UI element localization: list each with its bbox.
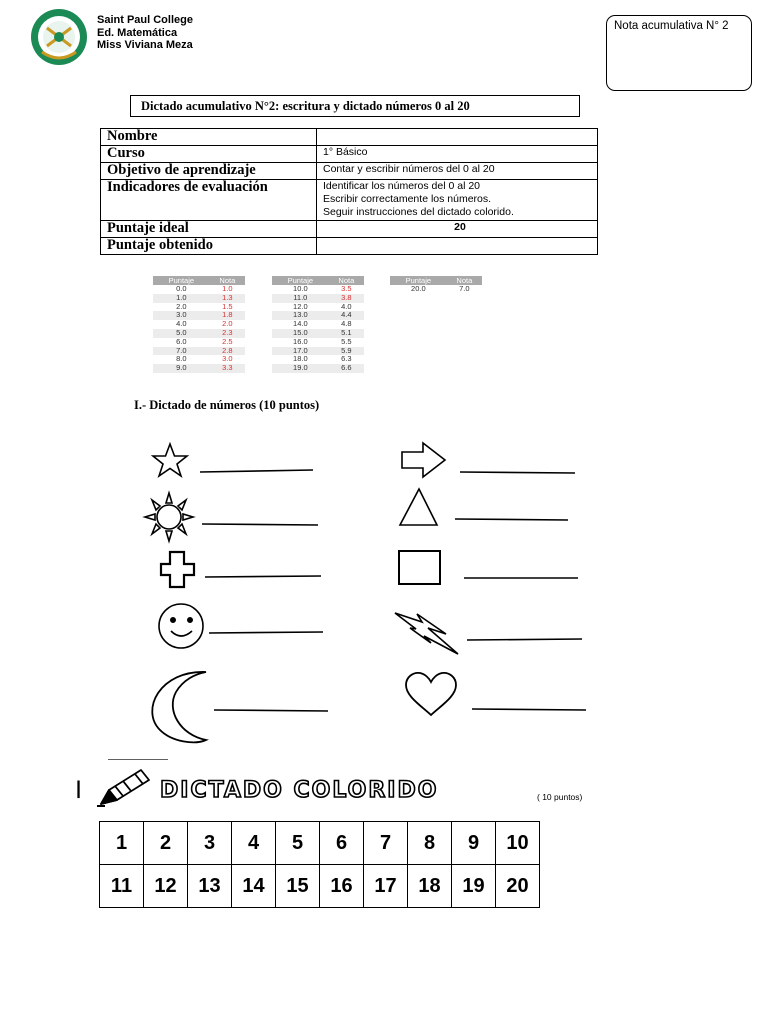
school-logo [30,8,88,66]
number-row-2 [100,865,540,908]
scale-header-puntaje: Puntaje [390,276,447,285]
scale-puntaje: 14.0 [293,319,308,329]
scale-puntaje: 15.0 [272,329,329,338]
number-cell[interactable]: 4 [232,822,276,865]
scale-nota: 3.3 [210,364,245,373]
answer-line-heart [472,709,586,710]
scale-puntaje: 17.0 [272,347,329,356]
square-icon [399,551,440,584]
number-cell[interactable]: 13 [188,865,232,908]
scale-nota: 2.5 [222,336,233,346]
number-cell[interactable]: 6 [320,822,364,865]
number-cell[interactable]: 5 [276,822,320,865]
heart-icon [406,673,456,715]
grade-scale-table-1 [153,276,245,373]
school-name: Saint Paul College [97,14,193,26]
arrow-icon [402,443,445,477]
answer-line-star [200,470,313,472]
scale-nota: 2.3 [210,329,245,338]
number-cell[interactable]: 11 [100,865,144,908]
scale-nota: 3.5 [341,284,352,293]
star-icon [153,444,187,476]
scale-nota: 1.5 [222,301,233,311]
number-cell[interactable]: 20 [496,865,540,908]
scale-puntaje: 16.0 [293,336,308,346]
answer-line-moon [214,710,328,711]
scale-puntaje: 3.0 [153,311,210,320]
grade-scale-table-2 [272,276,364,373]
triangle-icon [400,489,437,525]
scale-nota: 7.0 [459,284,470,293]
scale-puntaje: 20.0 [411,284,426,293]
number-cell[interactable]: 3 [188,822,232,865]
grade-box-label: Nota acumulativa N° 2 [614,20,729,32]
scale-nota: 4.0 [341,301,352,311]
label-nombre: Nombre [101,129,317,146]
scale-nota: 2.8 [210,347,245,356]
scale-nota: 4.8 [341,319,352,329]
number-cell[interactable]: 12 [144,865,188,908]
number-cell[interactable]: 16 [320,865,364,908]
answer-line-smiley [209,632,323,633]
scale-puntaje: 7.0 [153,347,210,356]
value-puntaje-ideal: 20 [317,221,598,238]
section-1-title: I.- Dictado de números (10 puntos) [134,398,320,412]
number-cell[interactable]: 7 [364,822,408,865]
number-grid [99,821,540,908]
value-objetivo: Contar y escribir números del 0 al 20 [317,163,598,180]
indicador-3: Seguir instrucciones del dictado colorido. [323,206,514,218]
number-cell[interactable]: 10 [496,822,540,865]
scale-header-nota: Nota [210,276,245,285]
number-cell[interactable]: 8 [408,822,452,865]
number-cell[interactable]: 19 [452,865,496,908]
dictado-colorido-banner: DICTADO COLORIDO [160,778,439,803]
scale-nota: 4.4 [329,311,364,320]
pencil-icon [95,766,153,810]
scale-puntaje: 12.0 [293,301,308,311]
scale-puntaje: 2.0 [176,301,187,311]
value-curso: 1° Básico [317,146,598,163]
scale-nota: 5.5 [341,336,352,346]
label-puntaje-ideal: Puntaje ideal [101,221,317,238]
number-cell[interactable]: 17 [364,865,408,908]
scale-puntaje: 8.0 [176,354,187,364]
scale-nota: 1.3 [210,294,245,303]
dictation-shapes [0,430,768,760]
scale-header-puntaje: Puntaje [153,276,210,285]
scale-puntaje: 4.0 [176,319,187,329]
scale-puntaje: 19.0 [272,364,329,373]
scale-nota: 3.8 [329,294,364,303]
label-objetivo: Objetivo de aprendizaje [101,163,317,180]
section-2-points: ( 10 puntos) [537,792,583,802]
moon-icon [152,672,206,742]
scale-row [390,285,482,294]
scale-nota: 1.8 [210,311,245,320]
answer-line-arrow [460,472,575,473]
number-cell[interactable]: 1 [100,822,144,865]
scale-header-nota: Nota [447,276,482,285]
scale-nota: 5.9 [329,347,364,356]
scale-puntaje: 11.0 [272,294,329,303]
label-puntaje-obtenido: Puntaje obtenido [101,238,317,255]
answer-line-sun [202,524,318,525]
scale-puntaje: 5.0 [153,329,210,338]
section-2-mark: | [76,778,82,798]
number-cell[interactable]: 18 [408,865,452,908]
teacher-name: Miss Viviana Meza [97,39,193,51]
grade-scale-table-3 [390,276,482,294]
indicador-2: Escribir correctamente los números. [323,193,492,205]
indicador-1: Identificar los números del 0 al 20 [323,180,481,192]
school-info [97,14,193,52]
scale-row [272,364,364,373]
answer-line-triangle [455,519,568,520]
scale-nota: 6.3 [341,354,352,364]
value-indicadores [317,180,598,221]
scale-puntaje: 6.0 [176,336,187,346]
scale-puntaje: 10.0 [293,284,308,293]
subject-name: Ed. Matemática [97,26,178,39]
label-curso: Curso [101,146,317,163]
label-indicadores: Indicadores de evaluación [101,180,317,221]
cross-icon [161,552,194,587]
scale-nota: 5.1 [329,329,364,338]
scale-puntaje: 9.0 [153,364,210,373]
value-nombre [317,129,598,146]
value-puntaje-obtenido [317,238,598,255]
scale-puntaje: 13.0 [272,311,329,320]
scale-row [153,364,245,373]
number-cell[interactable]: 14 [232,865,276,908]
scale-puntaje: 1.0 [153,294,210,303]
number-cell[interactable]: 2 [144,822,188,865]
answer-line-cross [205,576,321,577]
scale-header-nota: Nota [329,276,364,285]
document-title: Dictado acumulativo N°2: escritura y dictado números 0 al 20 [130,95,580,117]
sun-icon [145,493,193,541]
scale-puntaje: 18.0 [293,354,308,364]
number-cell[interactable]: 15 [276,865,320,908]
scale-header-puntaje: Puntaje [272,276,329,285]
scale-puntaje: 0.0 [176,284,187,293]
answer-line-lightning [467,639,582,640]
number-cell[interactable]: 9 [452,822,496,865]
scale-nota: 3.0 [222,354,233,364]
number-row-1 [100,822,540,865]
scale-nota: 1.0 [222,284,233,293]
scale-nota: 2.0 [222,319,233,329]
scale-nota: 6.6 [329,364,364,373]
info-table [100,128,598,255]
lightning-icon [395,613,458,654]
smiley-icon [159,604,203,648]
